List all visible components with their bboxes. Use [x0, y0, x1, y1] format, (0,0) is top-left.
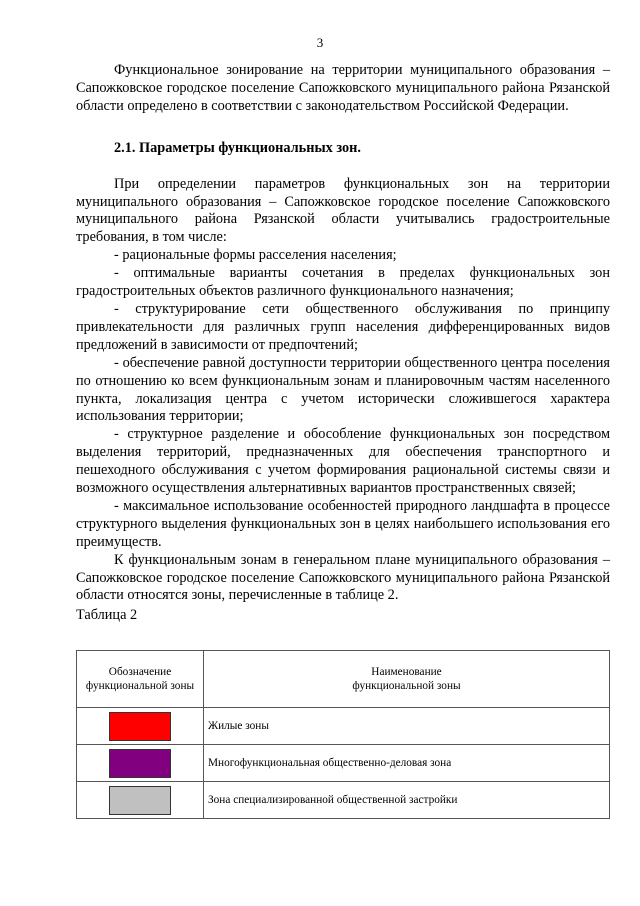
header-zone-name-text: Наименование функциональной зоны: [352, 666, 461, 692]
requirement-item: - структурирование сети общественного обслуживания по принципу привлекательности для различных групп населения дифференцированных видов предложений в зависимости от предпочтений;: [76, 300, 610, 353]
section-heading: 2.1. Параметры функциональных зон.: [114, 139, 361, 156]
header-zone-name: [204, 651, 610, 708]
zone-name: Многофункциональная общественно-деловая зона: [204, 745, 610, 782]
page-number: 3: [316, 35, 324, 50]
swatch-cell: [77, 708, 204, 745]
params-paragraph: При определении параметров функциональных зон на территории муниципального образования – Сапожковское городское поселение Сапожковского муниципального района Рязанской области учитывались градостроительные требования, в том числе:: [76, 175, 610, 246]
table-row: [77, 745, 610, 782]
intro-paragraph: Функциональное зонирование на территории муниципального образования – Сапожковское городское поселение Сапожковского муниципального района Рязанской области определено в соответствии с законодательством Российской Федерации.: [76, 62, 610, 114]
swatch-cell: [77, 745, 204, 782]
zones-paragraph: К функциональным зонам в генеральном плане муниципального образования – Сапожковское городское поселение Сапожковского муниципального района Рязанской области относятся зоны, перечисленные в таблице 2.: [76, 551, 610, 604]
requirement-item: - максимальное использование особенностей природного ландшафта в процессе структурного выделения функциональных зон в целях наибольшего использования его преимуществ.: [76, 497, 610, 550]
table-row: [77, 708, 610, 745]
table-header-row: [77, 651, 610, 708]
requirement-item: - структурное разделение и обособление функциональных зон посредством выделения территорий, предназначенных для обеспечения транспортного и пешеходного обслуживания с учетом формирования рациональной системы связи и возможного осуществления альтернативных вариантов пространственных связей;: [76, 426, 610, 497]
table-row: [77, 782, 610, 819]
zones-table: [76, 650, 610, 819]
zone-color-swatch: [109, 786, 171, 815]
swatch-cell: [77, 782, 204, 819]
zone-name: Жилые зоны: [204, 708, 610, 745]
table-caption: Таблица 2: [76, 607, 138, 624]
zone-name: Зона специализированной общественной застройки: [204, 782, 610, 819]
page-content: [76, 62, 610, 625]
zone-color-swatch: [109, 712, 171, 741]
zone-color-swatch: [109, 749, 171, 778]
header-designation: Обозначение функциональной зоны: [77, 651, 204, 708]
requirement-item: - оптимальные варианты сочетания в пределах функциональных зон градостроительных объектов различного функционального назначения;: [76, 265, 610, 300]
requirement-item: - обеспечение равной доступности территории общественного центра поселения по отношению ко всем функциональным зонам и планировочным частям населенного пункта, локализация центра с учетом исторически сложившегося характера использования территории;: [76, 354, 610, 425]
requirement-item: - рациональные формы расселения населения;: [114, 247, 397, 264]
